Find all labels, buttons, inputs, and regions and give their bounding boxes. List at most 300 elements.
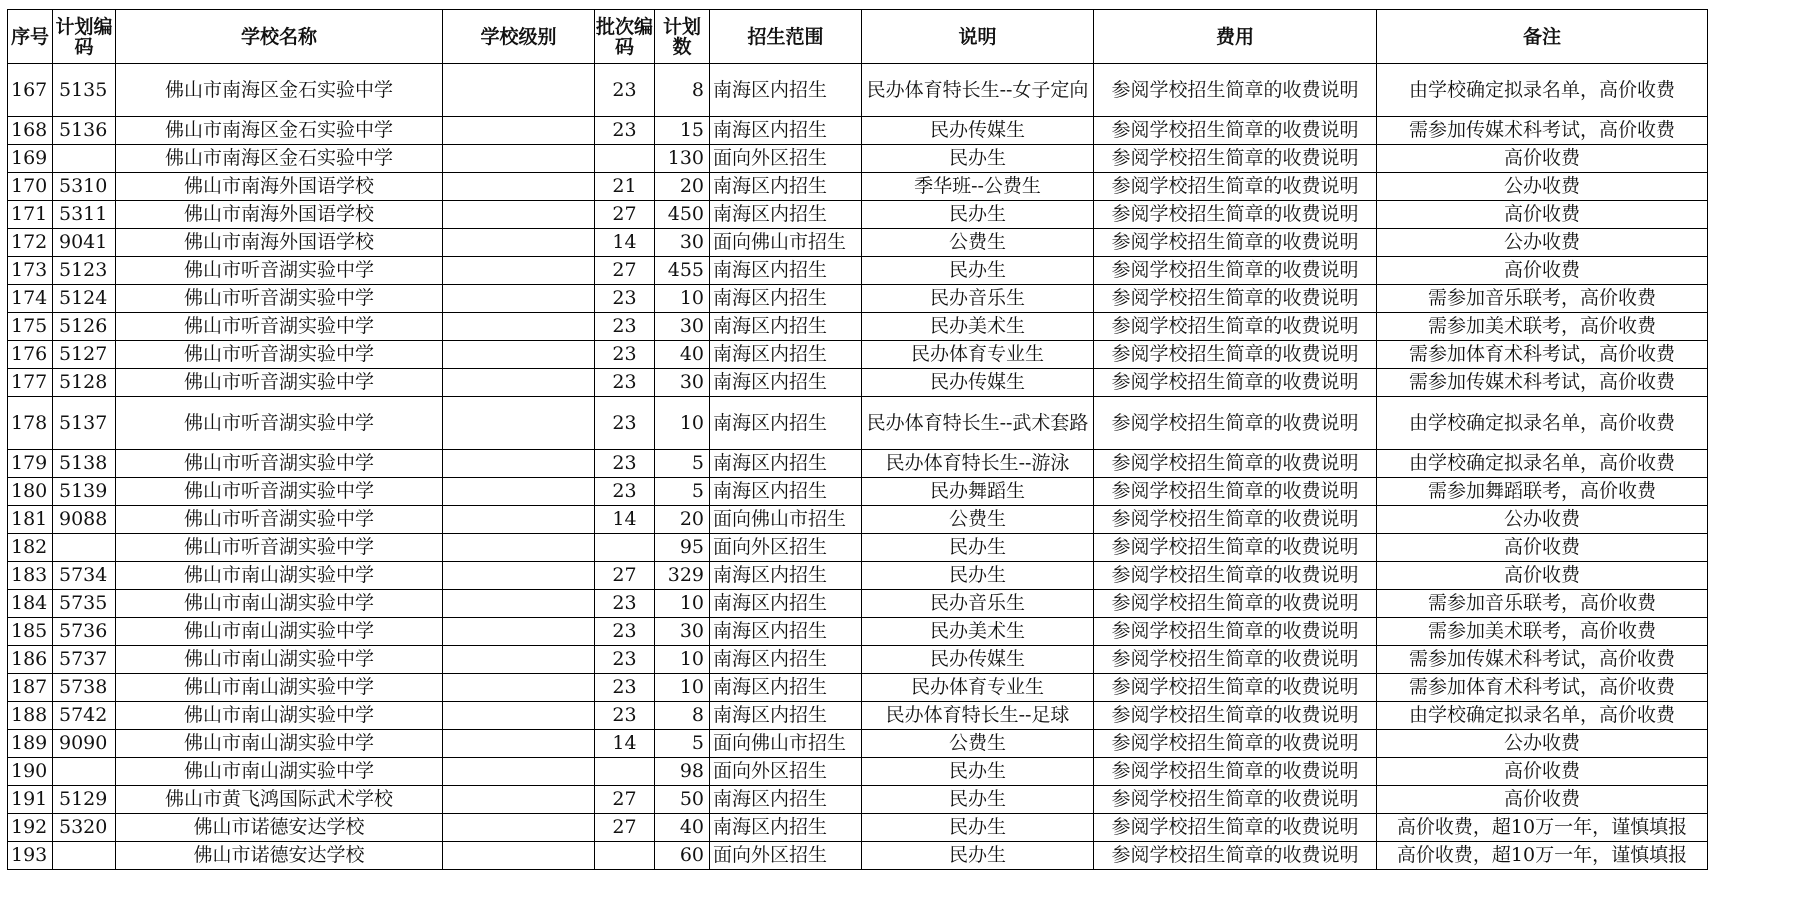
cell-plan-count: 30	[655, 313, 710, 341]
table-row	[8, 758, 1708, 786]
cell-batch-code: 27	[595, 257, 655, 285]
cell-seq: 188	[8, 702, 53, 730]
cell-note: 民办体育特长生--武术套路	[862, 397, 1094, 450]
cell-scope: 南海区内招生	[710, 618, 862, 646]
cell-remark: 由学校确定拟录名单，高价收费	[1377, 64, 1708, 117]
cell-plan-code	[53, 534, 116, 562]
cell-seq: 177	[8, 369, 53, 397]
cell-fee: 参阅学校招生简章的收费说明	[1094, 257, 1377, 285]
cell-seq: 179	[8, 450, 53, 478]
cell-note: 民办体育特长生--游泳	[862, 450, 1094, 478]
cell-batch-code: 23	[595, 369, 655, 397]
header-plan-code: 计划编码	[53, 10, 116, 64]
cell-school-name: 佛山市诺德安达学校	[116, 842, 443, 870]
cell-plan-count: 10	[655, 646, 710, 674]
cell-plan-code: 5127	[53, 341, 116, 369]
table-row	[8, 397, 1708, 450]
cell-plan-code: 5129	[53, 786, 116, 814]
cell-plan-code: 5742	[53, 702, 116, 730]
cell-seq: 193	[8, 842, 53, 870]
cell-fee: 参阅学校招生简章的收费说明	[1094, 590, 1377, 618]
cell-fee: 参阅学校招生简章的收费说明	[1094, 534, 1377, 562]
cell-plan-code: 5139	[53, 478, 116, 506]
cell-plan-code: 9041	[53, 229, 116, 257]
cell-remark: 需参加传媒术科考试，高价收费	[1377, 646, 1708, 674]
cell-school-name: 佛山市听音湖实验中学	[116, 450, 443, 478]
cell-fee: 参阅学校招生简章的收费说明	[1094, 341, 1377, 369]
cell-plan-code: 5735	[53, 590, 116, 618]
table-row	[8, 814, 1708, 842]
cell-plan-code: 5135	[53, 64, 116, 117]
cell-seq: 183	[8, 562, 53, 590]
cell-seq: 178	[8, 397, 53, 450]
cell-plan-count: 95	[655, 534, 710, 562]
cell-batch-code: 14	[595, 229, 655, 257]
cell-plan-count: 30	[655, 618, 710, 646]
cell-note: 民办生	[862, 145, 1094, 173]
cell-remark: 需参加体育术科考试，高价收费	[1377, 674, 1708, 702]
cell-note: 民办生	[862, 814, 1094, 842]
cell-scope: 南海区内招生	[710, 369, 862, 397]
cell-scope: 面向佛山市招生	[710, 229, 862, 257]
cell-remark: 由学校确定拟录名单，高价收费	[1377, 702, 1708, 730]
cell-scope: 南海区内招生	[710, 173, 862, 201]
cell-school-level	[443, 646, 595, 674]
cell-plan-code: 5734	[53, 562, 116, 590]
cell-scope: 南海区内招生	[710, 450, 862, 478]
cell-note: 民办生	[862, 257, 1094, 285]
cell-note: 民办体育特长生--足球	[862, 702, 1094, 730]
cell-plan-count: 8	[655, 64, 710, 117]
cell-batch-code: 27	[595, 201, 655, 229]
cell-seq: 170	[8, 173, 53, 201]
cell-school-name: 佛山市南山湖实验中学	[116, 674, 443, 702]
cell-plan-count: 10	[655, 397, 710, 450]
cell-note: 民办体育专业生	[862, 341, 1094, 369]
cell-batch-code: 23	[595, 450, 655, 478]
cell-note: 公费生	[862, 229, 1094, 257]
table-row	[8, 229, 1708, 257]
cell-scope: 面向外区招生	[710, 145, 862, 173]
cell-batch-code: 27	[595, 814, 655, 842]
cell-batch-code: 23	[595, 674, 655, 702]
table-row	[8, 173, 1708, 201]
cell-fee: 参阅学校招生简章的收费说明	[1094, 450, 1377, 478]
cell-seq: 190	[8, 758, 53, 786]
table-row	[8, 341, 1708, 369]
cell-school-name: 佛山市听音湖实验中学	[116, 369, 443, 397]
cell-batch-code	[595, 534, 655, 562]
cell-batch-code: 23	[595, 478, 655, 506]
cell-plan-count: 5	[655, 730, 710, 758]
cell-seq: 191	[8, 786, 53, 814]
table-row	[8, 145, 1708, 173]
cell-scope: 南海区内招生	[710, 562, 862, 590]
cell-school-level	[443, 173, 595, 201]
table-row	[8, 506, 1708, 534]
table-row	[8, 450, 1708, 478]
cell-note: 民办生	[862, 758, 1094, 786]
cell-note: 公费生	[862, 506, 1094, 534]
cell-seq: 175	[8, 313, 53, 341]
cell-plan-count: 10	[655, 285, 710, 313]
cell-fee: 参阅学校招生简章的收费说明	[1094, 786, 1377, 814]
cell-scope: 面向外区招生	[710, 758, 862, 786]
cell-school-level	[443, 257, 595, 285]
cell-note: 民办生	[862, 786, 1094, 814]
cell-school-name: 佛山市听音湖实验中学	[116, 397, 443, 450]
cell-plan-code: 5137	[53, 397, 116, 450]
cell-seq: 186	[8, 646, 53, 674]
cell-school-level	[443, 730, 595, 758]
cell-note: 民办传媒生	[862, 369, 1094, 397]
cell-fee: 参阅学校招生简章的收费说明	[1094, 145, 1377, 173]
cell-school-name: 佛山市南山湖实验中学	[116, 618, 443, 646]
cell-remark: 高价收费	[1377, 534, 1708, 562]
cell-scope: 南海区内招生	[710, 590, 862, 618]
cell-plan-code: 5126	[53, 313, 116, 341]
cell-fee: 参阅学校招生简章的收费说明	[1094, 64, 1377, 117]
cell-fee: 参阅学校招生简章的收费说明	[1094, 758, 1377, 786]
cell-fee: 参阅学校招生简章的收费说明	[1094, 618, 1377, 646]
cell-plan-code: 5128	[53, 369, 116, 397]
cell-note: 民办生	[862, 842, 1094, 870]
cell-school-level	[443, 229, 595, 257]
cell-school-name: 佛山市南海外国语学校	[116, 173, 443, 201]
cell-school-level	[443, 313, 595, 341]
table-row	[8, 730, 1708, 758]
cell-remark: 公办收费	[1377, 229, 1708, 257]
header-remark: 备注	[1377, 10, 1708, 64]
cell-school-name: 佛山市听音湖实验中学	[116, 341, 443, 369]
cell-seq: 187	[8, 674, 53, 702]
table-row	[8, 478, 1708, 506]
cell-scope: 南海区内招生	[710, 117, 862, 145]
cell-plan-count: 10	[655, 674, 710, 702]
cell-school-level	[443, 618, 595, 646]
cell-plan-count: 15	[655, 117, 710, 145]
cell-remark: 由学校确定拟录名单，高价收费	[1377, 450, 1708, 478]
table-row	[8, 842, 1708, 870]
cell-seq: 171	[8, 201, 53, 229]
cell-school-level	[443, 369, 595, 397]
cell-remark: 高价收费	[1377, 786, 1708, 814]
cell-plan-count: 20	[655, 506, 710, 534]
cell-school-level	[443, 842, 595, 870]
cell-plan-code: 9088	[53, 506, 116, 534]
cell-seq: 182	[8, 534, 53, 562]
cell-school-level	[443, 450, 595, 478]
table-row	[8, 674, 1708, 702]
cell-plan-code: 5124	[53, 285, 116, 313]
cell-school-level	[443, 702, 595, 730]
cell-fee: 参阅学校招生简章的收费说明	[1094, 201, 1377, 229]
header-row	[8, 10, 1708, 64]
cell-school-name: 佛山市南海区金石实验中学	[116, 64, 443, 117]
cell-school-level	[443, 506, 595, 534]
cell-plan-code: 5320	[53, 814, 116, 842]
cell-seq: 184	[8, 590, 53, 618]
cell-note: 民办音乐生	[862, 285, 1094, 313]
cell-school-name: 佛山市南山湖实验中学	[116, 702, 443, 730]
cell-scope: 南海区内招生	[710, 646, 862, 674]
cell-remark: 公办收费	[1377, 173, 1708, 201]
header-school-name: 学校名称	[116, 10, 443, 64]
cell-plan-code	[53, 758, 116, 786]
table-row	[8, 313, 1708, 341]
cell-school-level	[443, 786, 595, 814]
cell-plan-code: 5138	[53, 450, 116, 478]
table-row	[8, 590, 1708, 618]
cell-batch-code: 23	[595, 618, 655, 646]
cell-batch-code: 23	[595, 702, 655, 730]
cell-fee: 参阅学校招生简章的收费说明	[1094, 285, 1377, 313]
cell-scope: 面向佛山市招生	[710, 506, 862, 534]
cell-batch-code: 23	[595, 646, 655, 674]
cell-plan-count: 455	[655, 257, 710, 285]
header-seq: 序号	[8, 10, 53, 64]
cell-batch-code: 21	[595, 173, 655, 201]
cell-fee: 参阅学校招生简章的收费说明	[1094, 173, 1377, 201]
cell-note: 民办美术生	[862, 618, 1094, 646]
cell-note: 民办体育特长生--女子定向	[862, 64, 1094, 117]
admission-plan-table	[7, 9, 1708, 870]
cell-fee: 参阅学校招生简章的收费说明	[1094, 369, 1377, 397]
cell-plan-count: 30	[655, 369, 710, 397]
header-plan-count: 计划数	[655, 10, 710, 64]
cell-school-level	[443, 814, 595, 842]
header-note: 说明	[862, 10, 1094, 64]
cell-plan-code: 5136	[53, 117, 116, 145]
header-batch-code: 批次编码	[595, 10, 655, 64]
cell-scope: 南海区内招生	[710, 397, 862, 450]
cell-remark: 公办收费	[1377, 730, 1708, 758]
cell-plan-count: 20	[655, 173, 710, 201]
cell-note: 民办生	[862, 201, 1094, 229]
cell-scope: 面向外区招生	[710, 534, 862, 562]
cell-remark: 高价收费	[1377, 201, 1708, 229]
cell-seq: 180	[8, 478, 53, 506]
cell-school-name: 佛山市南山湖实验中学	[116, 562, 443, 590]
cell-plan-code: 5737	[53, 646, 116, 674]
header-scope: 招生范围	[710, 10, 862, 64]
table-row	[8, 562, 1708, 590]
cell-batch-code: 14	[595, 506, 655, 534]
cell-school-name: 佛山市南山湖实验中学	[116, 646, 443, 674]
table-row	[8, 786, 1708, 814]
table-row	[8, 369, 1708, 397]
cell-remark: 公办收费	[1377, 506, 1708, 534]
cell-note: 民办生	[862, 562, 1094, 590]
cell-plan-count: 8	[655, 702, 710, 730]
table-row	[8, 201, 1708, 229]
cell-scope: 南海区内招生	[710, 702, 862, 730]
cell-seq: 172	[8, 229, 53, 257]
table-row	[8, 702, 1708, 730]
cell-note: 民办生	[862, 534, 1094, 562]
cell-school-level	[443, 145, 595, 173]
cell-plan-code: 9090	[53, 730, 116, 758]
cell-scope: 南海区内招生	[710, 64, 862, 117]
cell-batch-code: 27	[595, 786, 655, 814]
cell-batch-code	[595, 842, 655, 870]
cell-remark: 高价收费，超10万一年，谨慎填报	[1377, 814, 1708, 842]
cell-plan-code: 5738	[53, 674, 116, 702]
cell-batch-code: 23	[595, 397, 655, 450]
cell-fee: 参阅学校招生简章的收费说明	[1094, 674, 1377, 702]
cell-scope: 南海区内招生	[710, 786, 862, 814]
cell-remark: 由学校确定拟录名单，高价收费	[1377, 397, 1708, 450]
cell-school-level	[443, 674, 595, 702]
cell-school-name: 佛山市南海外国语学校	[116, 229, 443, 257]
cell-remark: 需参加舞蹈联考，高价收费	[1377, 478, 1708, 506]
cell-seq: 181	[8, 506, 53, 534]
cell-plan-count: 60	[655, 842, 710, 870]
table-row	[8, 618, 1708, 646]
cell-school-level	[443, 201, 595, 229]
cell-plan-count: 40	[655, 341, 710, 369]
cell-seq: 173	[8, 257, 53, 285]
cell-school-name: 佛山市南海区金石实验中学	[116, 145, 443, 173]
cell-batch-code	[595, 758, 655, 786]
cell-fee: 参阅学校招生简章的收费说明	[1094, 313, 1377, 341]
cell-batch-code: 14	[595, 730, 655, 758]
cell-batch-code: 23	[595, 341, 655, 369]
cell-scope: 南海区内招生	[710, 201, 862, 229]
cell-plan-count: 5	[655, 450, 710, 478]
cell-plan-count: 40	[655, 814, 710, 842]
cell-school-name: 佛山市听音湖实验中学	[116, 313, 443, 341]
cell-fee: 参阅学校招生简章的收费说明	[1094, 229, 1377, 257]
cell-fee: 参阅学校招生简章的收费说明	[1094, 562, 1377, 590]
cell-plan-count: 10	[655, 590, 710, 618]
cell-school-level	[443, 534, 595, 562]
cell-plan-count: 98	[655, 758, 710, 786]
cell-remark: 需参加传媒术科考试，高价收费	[1377, 369, 1708, 397]
cell-batch-code	[595, 145, 655, 173]
cell-scope: 南海区内招生	[710, 257, 862, 285]
cell-scope: 南海区内招生	[710, 341, 862, 369]
cell-batch-code: 27	[595, 562, 655, 590]
table-row	[8, 64, 1708, 117]
cell-plan-code: 5123	[53, 257, 116, 285]
table-row	[8, 646, 1708, 674]
cell-scope: 南海区内招生	[710, 313, 862, 341]
cell-remark: 高价收费，超10万一年，谨慎填报	[1377, 842, 1708, 870]
cell-remark: 高价收费	[1377, 145, 1708, 173]
cell-plan-code: 5311	[53, 201, 116, 229]
cell-remark: 需参加美术联考，高价收费	[1377, 313, 1708, 341]
cell-school-name: 佛山市听音湖实验中学	[116, 506, 443, 534]
cell-note: 民办音乐生	[862, 590, 1094, 618]
cell-batch-code: 23	[595, 313, 655, 341]
cell-seq: 174	[8, 285, 53, 313]
cell-remark: 需参加音乐联考，高价收费	[1377, 285, 1708, 313]
cell-plan-code: 5310	[53, 173, 116, 201]
cell-school-level	[443, 590, 595, 618]
cell-remark: 高价收费	[1377, 758, 1708, 786]
cell-scope: 面向外区招生	[710, 842, 862, 870]
table-row	[8, 257, 1708, 285]
cell-plan-count: 5	[655, 478, 710, 506]
cell-school-name: 佛山市诺德安达学校	[116, 814, 443, 842]
cell-batch-code: 23	[595, 64, 655, 117]
cell-fee: 参阅学校招生简章的收费说明	[1094, 117, 1377, 145]
cell-plan-code	[53, 842, 116, 870]
cell-remark: 高价收费	[1377, 562, 1708, 590]
cell-note: 民办美术生	[862, 313, 1094, 341]
cell-scope: 南海区内招生	[710, 814, 862, 842]
cell-plan-count: 329	[655, 562, 710, 590]
cell-seq: 192	[8, 814, 53, 842]
cell-plan-count: 30	[655, 229, 710, 257]
cell-seq: 168	[8, 117, 53, 145]
cell-school-name: 佛山市听音湖实验中学	[116, 534, 443, 562]
cell-scope: 南海区内招生	[710, 478, 862, 506]
cell-school-level	[443, 117, 595, 145]
cell-remark: 需参加体育术科考试，高价收费	[1377, 341, 1708, 369]
cell-fee: 参阅学校招生简章的收费说明	[1094, 702, 1377, 730]
cell-school-level	[443, 341, 595, 369]
cell-school-level	[443, 397, 595, 450]
cell-seq: 185	[8, 618, 53, 646]
cell-note: 民办传媒生	[862, 646, 1094, 674]
cell-school-level	[443, 64, 595, 117]
cell-remark: 需参加音乐联考，高价收费	[1377, 590, 1708, 618]
cell-fee: 参阅学校招生简章的收费说明	[1094, 478, 1377, 506]
cell-school-level	[443, 478, 595, 506]
cell-school-level	[443, 562, 595, 590]
table-row	[8, 117, 1708, 145]
cell-plan-code: 5736	[53, 618, 116, 646]
cell-batch-code: 23	[595, 285, 655, 313]
cell-note: 民办体育专业生	[862, 674, 1094, 702]
cell-scope: 面向佛山市招生	[710, 730, 862, 758]
cell-batch-code: 23	[595, 117, 655, 145]
cell-fee: 参阅学校招生简章的收费说明	[1094, 397, 1377, 450]
header-school-level: 学校级别	[443, 10, 595, 64]
cell-school-name: 佛山市听音湖实验中学	[116, 285, 443, 313]
cell-plan-count: 50	[655, 786, 710, 814]
cell-note: 公费生	[862, 730, 1094, 758]
cell-note: 民办舞蹈生	[862, 478, 1094, 506]
cell-scope: 南海区内招生	[710, 285, 862, 313]
cell-seq: 189	[8, 730, 53, 758]
cell-plan-code	[53, 145, 116, 173]
cell-school-level	[443, 285, 595, 313]
cell-note: 民办传媒生	[862, 117, 1094, 145]
cell-school-name: 佛山市南海区金石实验中学	[116, 117, 443, 145]
cell-fee: 参阅学校招生简章的收费说明	[1094, 506, 1377, 534]
cell-seq: 176	[8, 341, 53, 369]
cell-school-name: 佛山市南山湖实验中学	[116, 590, 443, 618]
table-row	[8, 534, 1708, 562]
cell-seq: 169	[8, 145, 53, 173]
table-row	[8, 285, 1708, 313]
cell-school-name: 佛山市南海外国语学校	[116, 201, 443, 229]
cell-school-name: 佛山市听音湖实验中学	[116, 257, 443, 285]
cell-remark: 高价收费	[1377, 257, 1708, 285]
cell-school-level	[443, 758, 595, 786]
cell-fee: 参阅学校招生简章的收费说明	[1094, 814, 1377, 842]
header-fee: 费用	[1094, 10, 1377, 64]
cell-remark: 需参加传媒术科考试，高价收费	[1377, 117, 1708, 145]
cell-fee: 参阅学校招生简章的收费说明	[1094, 646, 1377, 674]
cell-scope: 南海区内招生	[710, 674, 862, 702]
cell-fee: 参阅学校招生简章的收费说明	[1094, 842, 1377, 870]
cell-school-name: 佛山市听音湖实验中学	[116, 478, 443, 506]
cell-plan-count: 130	[655, 145, 710, 173]
